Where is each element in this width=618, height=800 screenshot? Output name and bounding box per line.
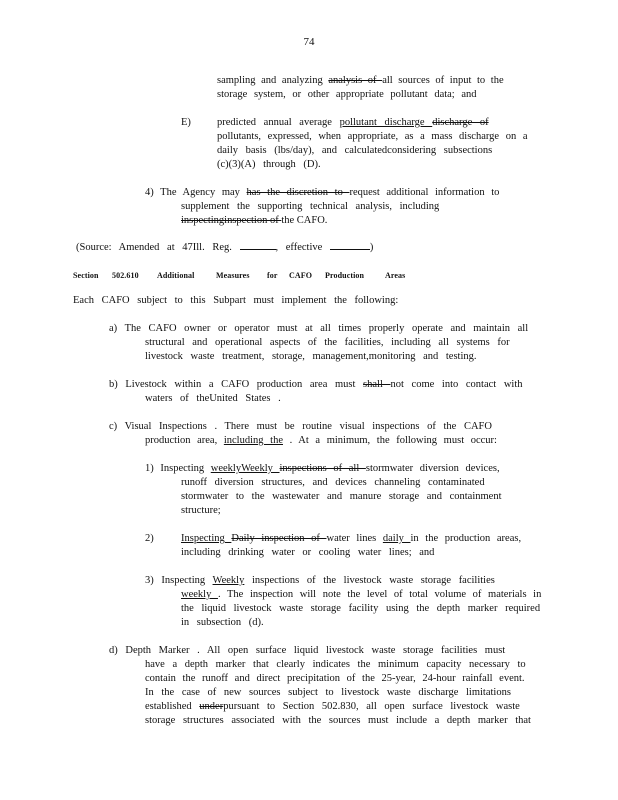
item-label: 2) [145,533,154,544]
text-span: established [145,701,200,712]
text-line [217,116,489,129]
text-line: structure; [181,505,221,516]
text-line: runoff diversion structures, and devices channeling contaminated [181,477,485,488]
text-span: pursuant to Section 502.830, all open surface livestock waste [223,701,520,712]
deleted-text: Daily inspection of [231,533,327,544]
text-line: d) Depth Marker . All open surface liquid livestock waste storage facilities must [109,645,506,656]
heading-word: CAFO [289,271,313,280]
page-number: 74 [303,36,315,48]
item-label: E) [181,117,191,128]
text-span: inspections of the livestock waste storage facilities [244,575,495,586]
text-line: waters of theUnited States . [145,393,281,404]
text-span: not come into contact with [390,379,523,390]
text-span: predicted annual average [217,117,340,128]
inserted-text: weeklyWeekly [210,463,280,474]
text-line [145,434,497,447]
text-line: daily basis (lbs/day), and calculatedconsidering subsections [217,145,493,156]
text-line: the liquid livestock waste storage facility using the depth marker required [181,603,541,614]
deleted-text: inspections of all [279,463,366,474]
text-line: stormwater to the wastewater and manure storage and containment [181,491,502,502]
deleted-text: inspectinginspection of [181,215,282,226]
text-span: ) [369,242,374,253]
text-line: pollutants, expressed, when appropriate, as a mass discharge on a [217,131,528,142]
text-line: storage system, or other appropriate pollutant data; and [217,89,477,100]
inserted-text: including the [223,435,283,446]
heading-word: Additional [157,271,195,280]
text-line [181,214,327,227]
text-span: sampling and analyzing [217,75,329,86]
inserted-text: weekly [181,589,218,600]
heading-word: Measures [216,271,250,280]
text-span: . The inspection will note the level of total volume of materials in [217,589,542,600]
text-line: supplement the supporting technical analysis, including [181,201,440,212]
deleted-text: shall [363,379,391,390]
text-line: storage structures associated with the sources must include a depth marker that [145,715,531,726]
text-span: the CAFO. [281,215,328,226]
inserted-text: Inspecting [181,533,232,544]
inserted-text: daily [382,533,411,544]
text-line [145,700,520,713]
text-span: stormwater diversion devices, [365,463,500,474]
text-line: a) The CAFO owner or operator must at all times properly operate and maintain all [109,323,529,334]
heading-word: for [267,271,278,280]
text-line [109,378,523,391]
text-span: production area, [145,435,224,446]
text-span: . At a minimum, the following must occur: [282,435,497,446]
inserted-text: pollutant discharge [339,117,433,128]
text-span: water lines [326,533,383,544]
blank-line [240,240,276,250]
text-line: including drinking water or cooling water lines; and [181,547,435,558]
text-line [181,532,521,545]
heading-word: Section [73,271,99,280]
text-line: livestock waste treatment, storage, management,monitoring and testing. [145,351,477,362]
heading-word: Production [325,271,365,280]
text-line [145,462,500,475]
section-heading [0,269,618,281]
text-line [145,186,499,199]
deleted-text: has the discretion to [246,187,350,198]
text-line: structural and operational aspects of the facilities, including all systems for [145,337,510,348]
text-line: (c)(3)(A) through (D). [217,159,321,170]
text-span: b) Livestock within a CAFO production area must [109,379,364,390]
inserted-text: Weekly [212,575,245,586]
deleted-text: under [199,701,224,712]
intro-text: Each CAFO subject to this Subpart must implement the following: [73,295,399,306]
text-line: in subsection (d). [181,617,264,628]
heading-word: 502.610 [112,271,139,280]
text-span: 1) Inspecting [145,463,211,474]
deleted-text: discharge of [432,117,489,128]
text-span: 4) The Agency may [145,187,247,198]
text-span: request additional information to [349,187,500,198]
source-note [76,240,373,254]
text-span: 3) Inspecting [145,575,213,586]
text-line [145,574,495,587]
text-span: in the production areas, [410,533,522,544]
text-line [217,74,504,87]
blank-line [330,240,370,250]
heading-word: Areas [385,271,406,280]
text-span: all sources of input to the [382,75,504,86]
text-line: In the case of new sources subject to livestock waste discharge limitations [145,687,511,698]
deleted-text: analysis of [328,75,383,86]
text-span: , effective [275,242,330,253]
text-span: (Source: Amended at 47Ill. Reg. [76,242,240,253]
text-line [181,588,541,601]
text-line: have a depth marker that clearly indicates the minimum capacity necessary to [145,659,526,670]
text-line: contain the runoff and direct precipitation of the 25-year, 24-hour rainfall event. [145,673,525,684]
text-line: c) Visual Inspections . There must be routine visual inspections of the CAFO [109,421,492,432]
